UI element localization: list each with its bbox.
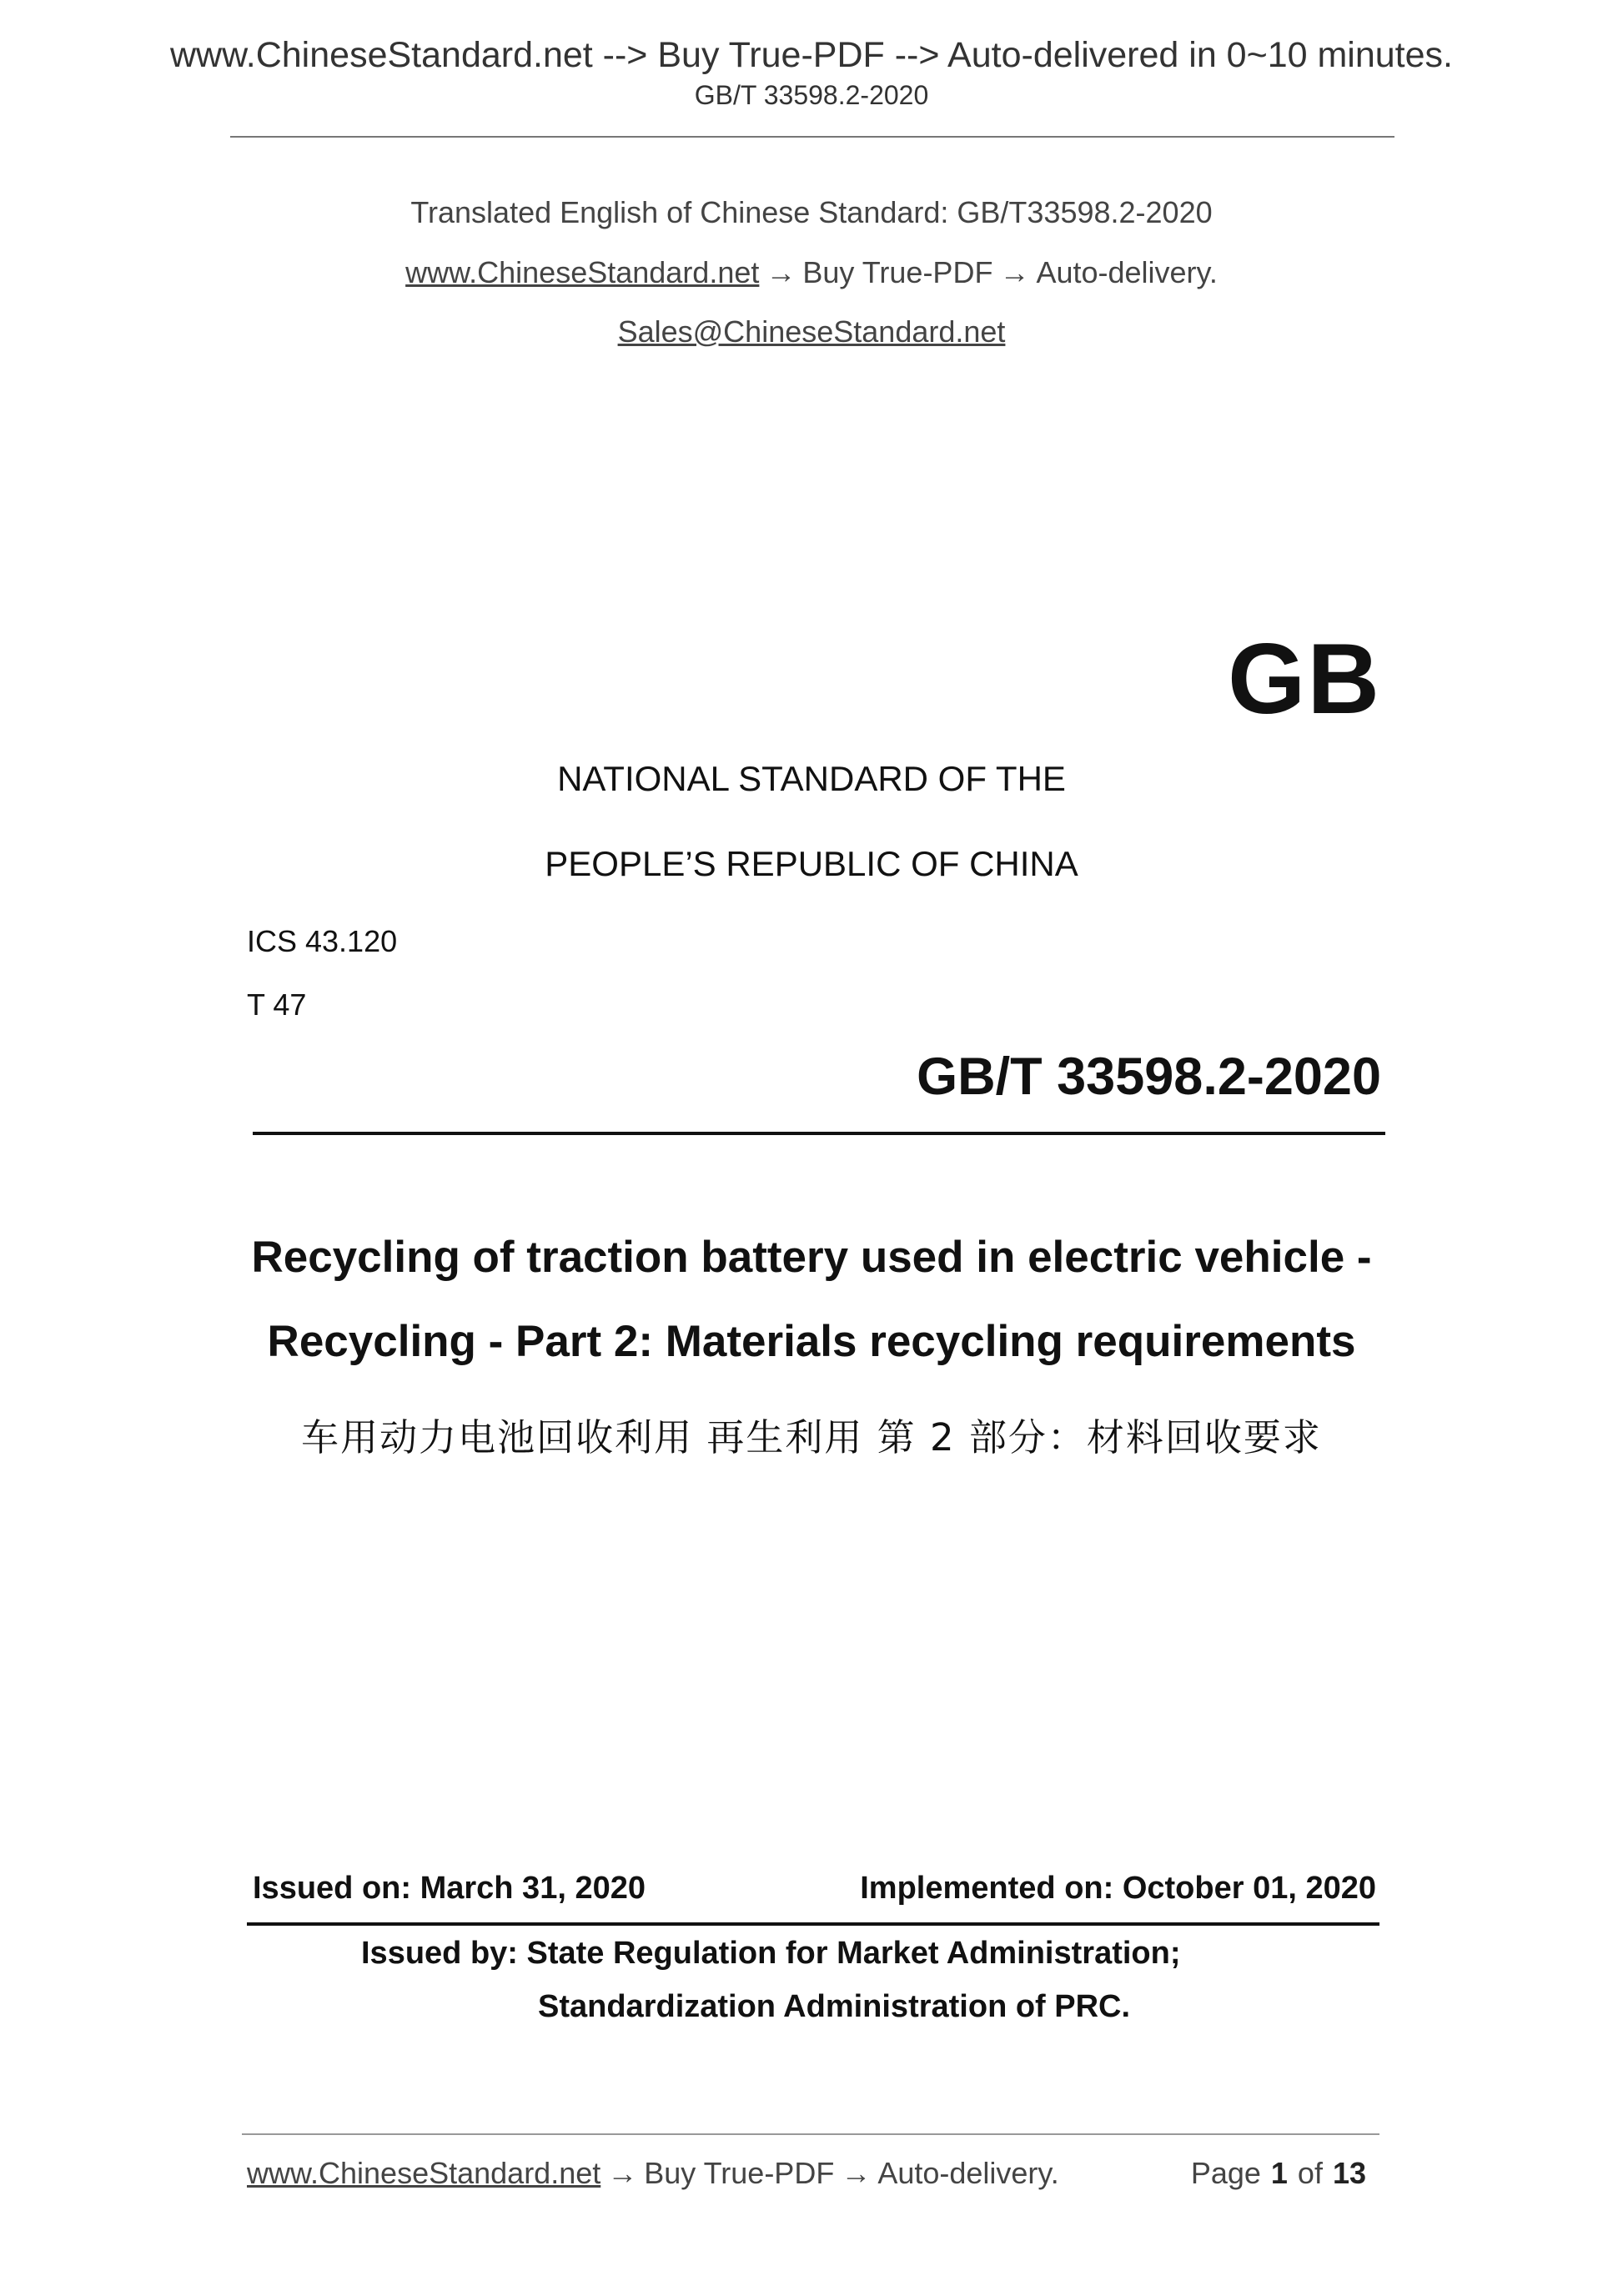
issued-on-date: Issued on: March 31, 2020 — [253, 1871, 646, 1906]
standard-number: GB/T 33598.2-2020 — [917, 1048, 1381, 1106]
header-banner: www.ChineseStandard.net --> Buy True-PDF --> Auto-delivered in 0~10 minutes. — [169, 35, 1453, 75]
sales-email-link[interactable]: Sales@ChineseStandard.net — [617, 314, 1006, 349]
standard-number-divider — [253, 1132, 1385, 1135]
auto-delivery-text: Auto-delivery. — [1036, 255, 1218, 289]
t-code: T 47 — [247, 987, 307, 1022]
page-label: Page — [1190, 2156, 1261, 2190]
issued-divider — [247, 1922, 1379, 1926]
issued-by-line1: Issued by: State Regulation for Market Administration; — [361, 1936, 1181, 1971]
arrow-right-icon: → — [607, 2156, 638, 2190]
issued-by-line2: Standardization Administration of PRC. — [538, 1989, 1131, 2024]
arrow-right-icon: → — [766, 255, 796, 289]
sales-email-line — [0, 314, 1623, 349]
implemented-on-date: Implemented on: October 01, 2020 — [860, 1871, 1376, 1906]
footer-buy-text: Buy True-PDF — [644, 2156, 835, 2190]
delivery-line — [0, 255, 1623, 290]
footer-delivery-line — [247, 2156, 1059, 2191]
page-indicator — [1191, 2156, 1376, 2191]
title-line2: Recycling - Part 2: Materials recycling requirements — [267, 1317, 1356, 1366]
national-standard-line1: NATIONAL STANDARD OF THE — [557, 759, 1066, 798]
page-number: 1 — [1270, 2156, 1288, 2190]
national-standard-line2: PEOPLE’S REPUBLIC OF CHINA — [545, 844, 1078, 883]
site-link[interactable]: www.ChineseStandard.net — [405, 255, 760, 289]
page-total: 13 — [1332, 2156, 1366, 2190]
title-line1: Recycling of traction battery used in electric vehicle - — [251, 1233, 1372, 1282]
header-divider — [230, 136, 1394, 138]
arrow-right-icon: → — [999, 255, 1030, 289]
header-standard-code: GB/T 33598.2-2020 — [694, 80, 929, 110]
footer-auto-text: Auto-delivery. — [877, 2156, 1059, 2190]
gb-logo: GB — [1228, 623, 1381, 735]
buy-text: Buy True-PDF — [802, 255, 993, 289]
footer-site-link[interactable]: www.ChineseStandard.net — [247, 2156, 601, 2190]
chinese-title: 车用动力电池回收利用 再生利用 第 2 部分：材料回收要求 — [301, 1415, 1322, 1459]
of-label: of — [1297, 2156, 1323, 2190]
ics-code: ICS 43.120 — [247, 924, 398, 958]
arrow-right-icon: → — [841, 2156, 872, 2190]
footer-divider — [242, 2133, 1379, 2135]
translated-note: Translated English of Chinese Standard: GB/T33598.2-2020 — [410, 195, 1213, 229]
